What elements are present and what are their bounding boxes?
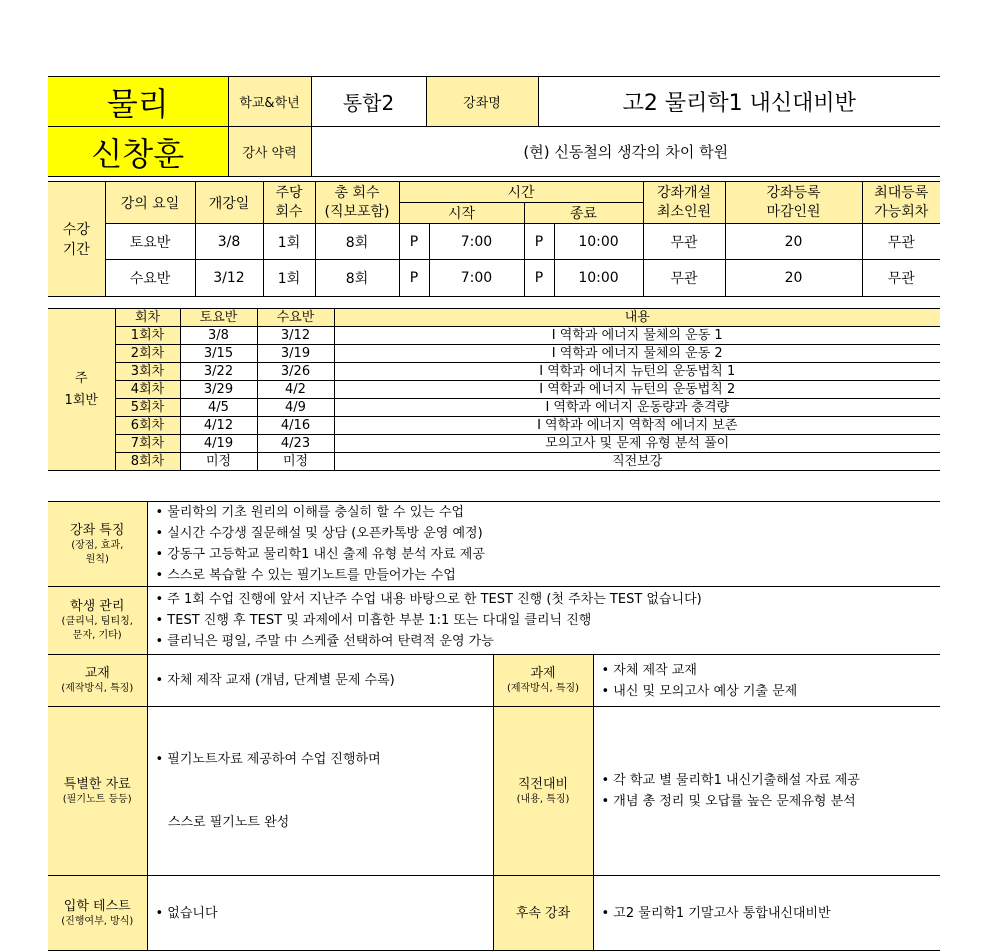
wk-sat: 3/15 [180, 345, 257, 363]
homework-item: • 자체 제작 교재 [601, 662, 697, 678]
wk-content: I 역학과 에너지 역학적 에너지 보존 [334, 417, 940, 435]
weekly-side-text: 주 1회반 [64, 370, 98, 408]
management-content [147, 587, 940, 655]
col-start-date: 개강일 [195, 182, 263, 224]
homework-item: • 내신 및 모의고사 예상 기출 문제 [601, 683, 798, 699]
col-weekly: 주당 회수 [263, 182, 315, 224]
weekly-row [48, 345, 940, 363]
followup-content [593, 876, 940, 951]
school-value: 통합2 [311, 77, 426, 127]
row-max: 무관 [862, 260, 940, 297]
row-end-period: P [524, 260, 554, 297]
management-item: • 주 1회 수업 진행에 앞서 지난주 수업 내용 바탕으로 한 TEST 진행 (첫 주차는 TEST 없습니다) [155, 592, 702, 607]
features-item: • 물리학의 기초 원리의 이해를 충실히 할 수 있는 수업 [155, 505, 465, 520]
weekly-row [48, 327, 940, 345]
wk-sat: 4/5 [180, 399, 257, 417]
row-start-time: 7:00 [429, 224, 524, 260]
wk-sat: 4/12 [180, 417, 257, 435]
management-item: • 클리닉은 평일, 주말 中 스케쥴 선택하여 탄력적 운영 가능 [155, 634, 494, 649]
textbook-item: • 자체 제작 교재 (개념, 단계별 문제 수록) [155, 673, 395, 688]
row-min: 무관 [643, 260, 725, 297]
wk-wed: 4/16 [257, 417, 334, 435]
wk-no: 3회차 [115, 363, 180, 381]
wk-col-wed: 수요반 [257, 309, 334, 327]
followup-label [493, 876, 593, 951]
wk-sat: 4/19 [180, 435, 257, 453]
row-end-time: 10:00 [554, 224, 643, 260]
homework-title: 과제 [530, 666, 556, 681]
row-day: 수요반 [105, 260, 195, 297]
special-content [147, 707, 493, 876]
textbook-title: 교재 [84, 666, 110, 681]
col-day: 강의 요일 [105, 182, 195, 224]
row-weekly: 1회 [263, 224, 315, 260]
wk-sat: 미정 [180, 453, 257, 471]
schedule-row [48, 224, 940, 260]
homework-sub: (제작방식, 특징) [506, 683, 580, 694]
homework-label [493, 655, 593, 707]
schedule-row [48, 260, 940, 297]
wk-content: I 역학과 에너지 운동량과 충격량 [334, 399, 940, 417]
col-max: 최대등록 가능회차 [862, 182, 940, 224]
schedule-side-label [48, 182, 105, 297]
wk-col-sat: 토요반 [180, 309, 257, 327]
management-title: 학생 관리 [70, 599, 125, 614]
wk-wed: 3/12 [257, 327, 334, 345]
header-table [48, 76, 940, 177]
wk-col-no: 회차 [115, 309, 180, 327]
wk-no: 1회차 [115, 327, 180, 345]
wk-content: I 역학과 에너지 뉴턴의 운동법칙 2 [334, 381, 940, 399]
textbook-sub: (제작방식, 특징) [61, 683, 134, 694]
features-item: • 스스로 복습할 수 있는 필기노트를 만들어가는 수업 [155, 568, 456, 583]
features-label [48, 502, 147, 587]
course-label: 강좌명 [426, 77, 538, 127]
final-title: 직전대비 [517, 776, 569, 792]
weekly-row [48, 381, 940, 399]
weekly-row [48, 435, 940, 453]
special-title: 특별한 자료 [63, 776, 131, 792]
special-sub: (필기노트 등등) [62, 793, 132, 805]
row-total: 8회 [315, 224, 399, 260]
subject-cell: 물리 [48, 77, 228, 127]
special-item: 스스로 필기노트 완성 [155, 815, 290, 830]
career-value: (현) 신동철의 생각의 차이 학원 [311, 127, 940, 177]
row-min: 무관 [643, 224, 725, 260]
schedule-table [48, 181, 940, 297]
final-label [493, 707, 593, 876]
row-max: 무관 [862, 224, 940, 260]
wk-wed: 4/2 [257, 381, 334, 399]
textbook-content [147, 655, 493, 707]
schedule-side-text: 수강 기간 [62, 222, 90, 258]
final-content [593, 707, 940, 876]
row-end-time: 10:00 [554, 260, 643, 297]
wk-sat: 3/22 [180, 363, 257, 381]
wk-wed: 3/19 [257, 345, 334, 363]
col-min: 강좌개설 최소인원 [643, 182, 725, 224]
wk-wed: 4/9 [257, 399, 334, 417]
wk-wed: 3/26 [257, 363, 334, 381]
row-start-date: 3/12 [195, 260, 263, 297]
entrance-title: 입학 테스트 [63, 898, 131, 914]
entrance-content [147, 876, 493, 951]
final-item: • 개념 총 정리 및 오답률 높은 문제유형 분석 [601, 794, 856, 809]
course-value: 고2 물리학1 내신대비반 [538, 77, 940, 127]
wk-sat: 3/29 [180, 381, 257, 399]
row-deadline: 20 [725, 260, 862, 297]
wk-no: 2회차 [115, 345, 180, 363]
col-time: 시간 [399, 182, 643, 203]
final-item: • 각 학교 별 물리학1 내신기출해설 자료 제공 [601, 773, 860, 788]
row-start-period: P [399, 260, 429, 297]
wk-content: I 역학과 에너지 뉴턴의 운동법칙 1 [334, 363, 940, 381]
weekly-side-label [48, 309, 115, 471]
entrance-item: • 없습니다 [155, 905, 218, 921]
entrance-sub: (진행여부, 방식) [61, 915, 134, 927]
col-total: 총 회수 (직보포함) [315, 182, 399, 224]
info-table [48, 501, 940, 951]
col-deadline: 강좌등록 마감인원 [725, 182, 862, 224]
management-item: • TEST 진행 후 TEST 및 과제에서 미흡한 부분 1:1 또는 다대일 클리닉 진행 [155, 613, 592, 628]
wk-sat: 3/8 [180, 327, 257, 345]
row-deadline: 20 [725, 224, 862, 260]
textbook-label [48, 655, 147, 707]
management-label [48, 587, 147, 655]
features-item: • 실시간 수강생 질문해설 및 상담 (오픈카톡방 운영 예정) [155, 526, 483, 541]
row-day: 토요반 [105, 224, 195, 260]
row-start-time: 7:00 [429, 260, 524, 297]
followup-item: • 고2 물리학1 기말고사 통합내신대비반 [601, 905, 831, 921]
wk-no: 8회차 [115, 453, 180, 471]
wk-no: 7회차 [115, 435, 180, 453]
weekly-row [48, 417, 940, 435]
row-start-date: 3/8 [195, 224, 263, 260]
wk-no: 5회차 [115, 399, 180, 417]
weekly-row [48, 453, 940, 471]
wk-content: I 역학과 에너지 물체의 운동 2 [334, 345, 940, 363]
wk-content: 직전보강 [334, 453, 940, 471]
management-sub: (클리닉, 팀티칭, 문자, 기타) [61, 616, 133, 641]
wk-wed: 4/23 [257, 435, 334, 453]
features-title: 강좌 특징 [70, 522, 125, 538]
row-start-period: P [399, 224, 429, 260]
weekly-row [48, 399, 940, 417]
wk-content: 모의고사 및 문제 유형 분석 풀이 [334, 435, 940, 453]
wk-col-content: 내용 [334, 309, 940, 327]
special-label [48, 707, 147, 876]
features-item: • 강동구 고등학교 물리학1 내신 출제 유형 분석 자료 제공 [155, 547, 485, 562]
followup-title: 후속 강좌 [515, 905, 571, 921]
row-end-period: P [524, 224, 554, 260]
final-sub: (내용, 특징) [516, 793, 570, 805]
features-sub: (장점, 효과, 원칙) [71, 539, 124, 565]
school-label: 학교&학년 [228, 77, 311, 127]
wk-content: I 역학과 에너지 물체의 운동 1 [334, 327, 940, 345]
features-content [147, 502, 940, 587]
col-time-start: 시작 [399, 203, 524, 224]
wk-no: 6회차 [115, 417, 180, 435]
homework-content [593, 655, 940, 707]
entrance-label [48, 876, 147, 951]
col-time-end: 종료 [524, 203, 643, 224]
wk-no: 4회차 [115, 381, 180, 399]
wk-wed: 미정 [257, 453, 334, 471]
career-label: 강사 약력 [228, 127, 311, 177]
special-item: • 필기노트자료 제공하여 수업 진행하며 [155, 752, 381, 767]
teacher-cell: 신창훈 [48, 127, 228, 177]
weekly-row [48, 363, 940, 381]
weekly-table [48, 308, 940, 471]
row-weekly: 1회 [263, 260, 315, 297]
row-total: 8회 [315, 260, 399, 297]
